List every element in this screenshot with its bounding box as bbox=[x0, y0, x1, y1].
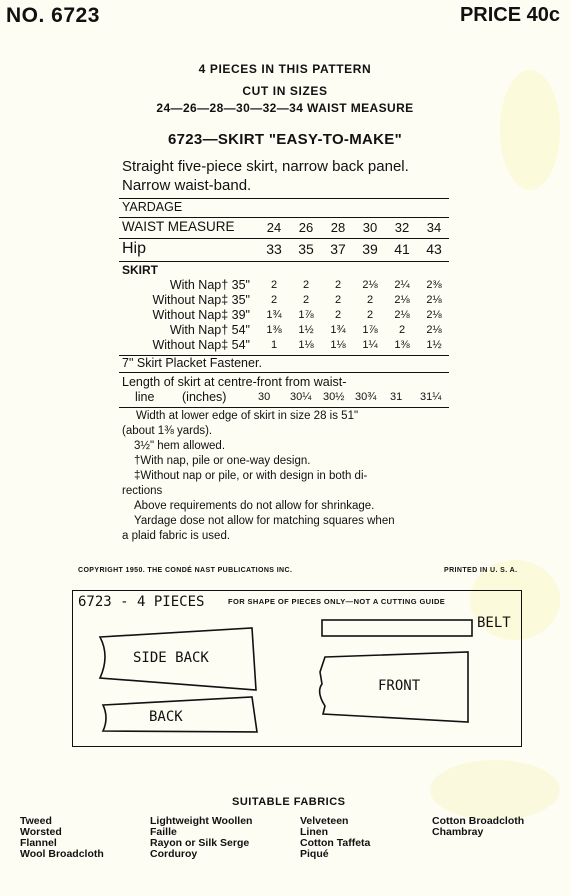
note-line: (about 1⅜ yards). bbox=[122, 425, 213, 437]
yardage-cell: 1¼ bbox=[362, 339, 378, 351]
pattern-price: PRICE 40c bbox=[459, 4, 560, 26]
waist-value: 34 bbox=[426, 220, 442, 235]
waist-value: 26 bbox=[298, 220, 314, 235]
yardage-cell: 2⅜ bbox=[426, 279, 442, 291]
yardage-cell: 2 bbox=[398, 324, 406, 336]
yardage-cell: 2 bbox=[334, 309, 342, 321]
back-label: BACK bbox=[149, 709, 183, 725]
yardage-cell: 1⅛ bbox=[330, 339, 346, 351]
yardage-cell: 2 bbox=[270, 279, 278, 291]
length-value: 30½ bbox=[323, 391, 345, 403]
yardage-row-label: With Nap† 35" bbox=[169, 278, 250, 292]
length-value: 31 bbox=[390, 391, 403, 403]
fabric-item: Wool Broadcloth bbox=[20, 848, 104, 860]
waist-value: 24 bbox=[266, 220, 282, 235]
yardage-cell: 2 bbox=[302, 294, 310, 306]
length-line-1: Length of skirt at centre-front from waist- bbox=[122, 375, 347, 389]
yardage-cell: 2⅛ bbox=[394, 294, 410, 306]
fabric-item: Flannel bbox=[20, 837, 57, 849]
hip-value: 43 bbox=[426, 241, 442, 257]
length-line-label: line bbox=[135, 390, 155, 404]
description-line-1: Straight five-piece skirt, narrow back panel. bbox=[122, 158, 409, 175]
fabric-item: Corduroy bbox=[150, 848, 198, 860]
yardage-cell: 1⅛ bbox=[298, 339, 314, 351]
note-line: Width at lower edge of skirt in size 28 is 51" bbox=[136, 410, 359, 422]
fabric-item: Worsted bbox=[20, 826, 62, 838]
fabric-item: Tweed bbox=[20, 815, 52, 827]
length-value: 30 bbox=[258, 391, 271, 403]
yardage-cell: 2 bbox=[334, 279, 342, 291]
yardage-cell: 1½ bbox=[426, 339, 442, 351]
note-line: a plaid fabric is used. bbox=[122, 530, 231, 542]
length-value: 30¼ bbox=[290, 391, 312, 403]
printed-in: PRINTED IN U. S. A. bbox=[444, 567, 518, 574]
fabric-item: Velveteen bbox=[300, 815, 349, 827]
yardage-cell: 1¾ bbox=[266, 309, 282, 321]
yardage-cell: 1 bbox=[270, 339, 278, 351]
yardage-cell: 2 bbox=[270, 294, 278, 306]
hip-value: 33 bbox=[266, 241, 282, 257]
yardage-row-label: Without Nap‡ 39" bbox=[152, 308, 250, 322]
fabric-item: Chambray bbox=[432, 826, 484, 838]
note-line: ‡Without nap or pile, or with design in both di- bbox=[134, 470, 368, 482]
length-unit: (inches) bbox=[182, 390, 227, 404]
yardage-row-label: Without Nap‡ 54" bbox=[152, 338, 250, 352]
side-back-label: SIDE BACK bbox=[133, 650, 209, 666]
belt-piece bbox=[322, 620, 472, 636]
note-line: rections bbox=[122, 485, 163, 497]
waist-measure-label: WAIST MEASURE bbox=[122, 219, 235, 234]
pattern-title: 6723—SKIRT "EASY-TO-MAKE" bbox=[168, 131, 402, 148]
yardage-cell: 2 bbox=[366, 294, 374, 306]
yardage-cell: 2⅛ bbox=[426, 324, 442, 336]
yardage-row-label: Without Nap‡ 35" bbox=[152, 293, 250, 307]
copyright-notice: COPYRIGHT 1950. THE CONDÉ NAST PUBLICATIONS INC. bbox=[78, 567, 293, 574]
fabric-item: Rayon or Silk Serge bbox=[150, 837, 250, 849]
pieces-count: 4 PIECES IN THIS PATTERN bbox=[198, 62, 372, 76]
yardage-cell: 2⅛ bbox=[394, 309, 410, 321]
yardage-cell: 2⅛ bbox=[426, 309, 442, 321]
note-line: †With nap, pile or one-way design. bbox=[134, 455, 311, 467]
hip-value: 41 bbox=[394, 241, 410, 257]
yardage-cell: 1¾ bbox=[330, 324, 346, 336]
yardage-cell: 1⅜ bbox=[394, 339, 410, 351]
yardage-heading: YARDAGE bbox=[122, 200, 183, 214]
fabric-item: Cotton Broadcloth bbox=[432, 815, 525, 827]
guide-title: 6723 - 4 PIECES bbox=[78, 594, 205, 610]
size-range: 24—26—28—30—32—34 WAIST MEASURE bbox=[156, 101, 414, 115]
yardage-cell: 2⅛ bbox=[362, 279, 378, 291]
yardage-row-label: With Nap† 54" bbox=[169, 323, 250, 337]
note-line: Yardage dose not allow for matching squares when bbox=[134, 515, 395, 527]
fabric-item: Cotton Taffeta bbox=[300, 837, 371, 849]
fabric-item: Lightweight Woollen bbox=[150, 815, 253, 827]
waist-value: 32 bbox=[394, 220, 410, 235]
fabrics-heading: SUITABLE FABRICS bbox=[232, 796, 346, 808]
waist-value: 28 bbox=[330, 220, 346, 235]
pattern-number: NO. 6723 bbox=[6, 4, 100, 27]
hip-value: 35 bbox=[298, 241, 314, 257]
belt-label: BELT bbox=[477, 615, 511, 631]
hip-label: Hip bbox=[122, 240, 147, 257]
front-label: FRONT bbox=[378, 678, 421, 694]
yardage-cell: 2¼ bbox=[394, 279, 410, 291]
note-line: 3½" hem allowed. bbox=[134, 440, 226, 452]
hip-value: 37 bbox=[330, 241, 346, 257]
yardage-cell: 1⅞ bbox=[362, 324, 378, 336]
fabric-item: Linen bbox=[300, 826, 328, 838]
length-value: 31¼ bbox=[420, 391, 442, 403]
yardage-cell: 2 bbox=[366, 309, 374, 321]
guide-subtitle: FOR SHAPE OF PIECES ONLY—NOT A CUTTING GUIDE bbox=[228, 597, 446, 606]
cut-in-sizes: CUT IN SIZES bbox=[242, 84, 328, 98]
description-line-2: Narrow waist-band. bbox=[122, 177, 252, 194]
yardage-cell: 1⅜ bbox=[266, 324, 282, 336]
yardage-cell: 2 bbox=[302, 279, 310, 291]
yardage-cell: 2 bbox=[334, 294, 342, 306]
fabric-item: Faille bbox=[150, 826, 177, 838]
fabric-item: Piqué bbox=[300, 848, 329, 860]
skirt-label: SKIRT bbox=[122, 263, 158, 277]
length-value: 30¾ bbox=[355, 391, 377, 403]
yardage-cell: 1⅞ bbox=[298, 309, 314, 321]
yardage-cell: 1½ bbox=[298, 324, 314, 336]
fastener-note: 7" Skirt Placket Fastener. bbox=[122, 356, 262, 370]
hip-value: 39 bbox=[362, 241, 378, 257]
note-line: Above requirements do not allow for shrinkage. bbox=[134, 500, 375, 512]
waist-value: 30 bbox=[362, 220, 378, 235]
yardage-cell: 2⅛ bbox=[426, 294, 442, 306]
